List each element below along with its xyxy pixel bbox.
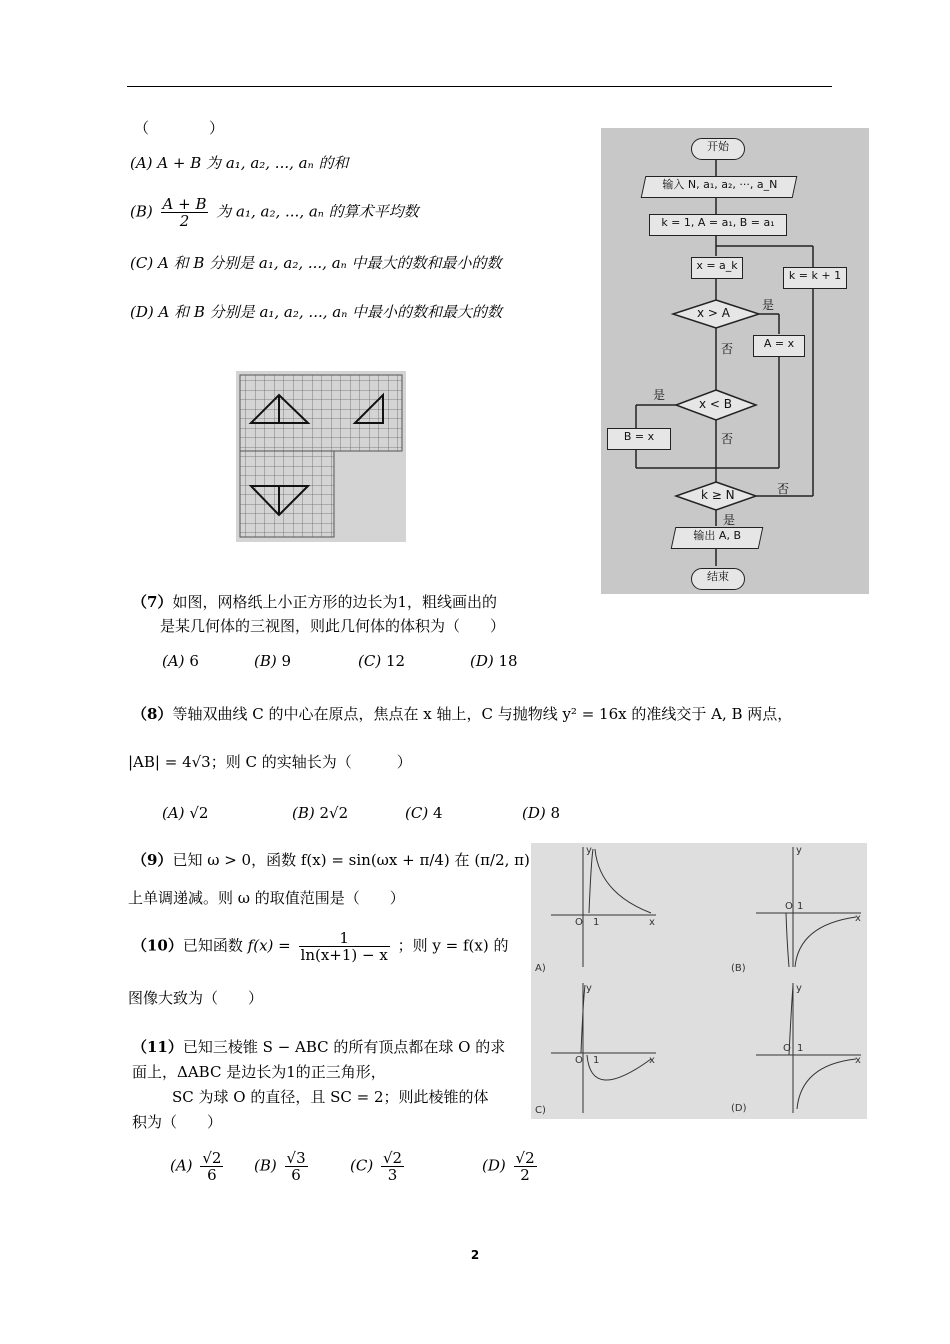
- fc-cond2: x < B: [699, 397, 733, 411]
- fc-yes-2: 是: [653, 388, 666, 402]
- q6-option-a: (A) A + B 为 a₁, a₂, ..., aₙ 的和: [130, 154, 349, 172]
- graph-a-one: 1: [593, 917, 600, 928]
- q11-option-b: (B) $\frac{√3}{6}$: [254, 1149, 306, 1184]
- q8-option-d: (D) 8: [522, 804, 561, 822]
- q7-option-a: (A) 6: [162, 652, 199, 670]
- graph-c-x: x: [649, 1055, 655, 1066]
- graph-b-x: x: [855, 913, 861, 924]
- graph-b-one: 1: [797, 901, 804, 912]
- fc-end: 结束: [691, 568, 745, 590]
- q11-option-c: (C) $\frac{√2}{3}$: [350, 1149, 403, 1184]
- graph-d-x: x: [855, 1055, 861, 1066]
- q8-line1: （8）等轴双曲线 C 的中心在原点，焦点在 x 轴上，C 与抛物线 y² = 16x 的准线交于 A, B 两点，: [132, 705, 793, 723]
- q6-paren: （ ）: [134, 119, 225, 137]
- q8-line2: |AB| = 4√3；则 C 的实轴长为（ ）: [128, 753, 412, 771]
- graph-b-o: O: [785, 901, 793, 912]
- fc-increment: k = k + 1: [783, 267, 847, 289]
- fc-no-1: 否: [721, 342, 734, 356]
- q7-line2: 是某几何体的三视图，则此几何体的体积为（ ）: [160, 617, 506, 635]
- q11-option-d: (D) $\frac{√2}{2}$: [482, 1149, 535, 1184]
- q11-line1: （11）已知三棱锥 S − ABC 的所有顶点都在球 O 的求: [132, 1038, 506, 1056]
- q10-line2: 图像大致为（ ）: [128, 989, 264, 1007]
- q11-option-a: (A) $\frac{√2}{6}$: [170, 1149, 222, 1184]
- page-number: 2: [470, 1248, 480, 1262]
- q11-line4: 积为（ ）: [132, 1113, 223, 1131]
- q7-option-c: (C) 12: [358, 652, 406, 670]
- graph-b-label: (B): [731, 963, 746, 974]
- graph-c-label: C): [535, 1105, 546, 1116]
- q8-option-c: (C) 4: [405, 804, 443, 822]
- fc-yes-1: 是: [762, 298, 775, 312]
- q7-option-d: (D) 18: [470, 652, 518, 670]
- q7-option-b: (B) 9: [254, 652, 292, 670]
- graph-a-y: y: [586, 845, 592, 856]
- flowchart-figure: [601, 128, 869, 594]
- q8-option-a: (A) √2: [162, 804, 209, 822]
- three-view-figure: [236, 371, 406, 542]
- graph-c-o: O: [575, 1055, 583, 1066]
- q10-line1: （10）已知函数 f(x) = $\frac{1}{\ln(x+1) - x}$ ；则 y = f(x) 的: [132, 929, 509, 964]
- fc-set-a: A = x: [753, 335, 805, 357]
- fc-start: 开始: [691, 138, 745, 160]
- graph-a-o: O: [575, 917, 583, 928]
- q6-option-d: (D) A 和 B 分别是 a₁, a₂, ..., aₙ 中最小的数和最大的数: [130, 303, 503, 321]
- fc-cond1: x > A: [697, 306, 730, 320]
- header-rule: [127, 86, 832, 87]
- fc-set-b: B = x: [607, 428, 671, 450]
- graph-d-y: y: [796, 983, 802, 994]
- fc-input: 输入 N, a₁, a₂, ···, a_N: [641, 176, 798, 198]
- graphs-figure: [531, 843, 867, 1119]
- q11-line2: 面上，ΔABC 是边长为1的正三角形，: [132, 1063, 386, 1081]
- fc-init: k = 1, A = a₁, B = a₁: [649, 214, 787, 236]
- q6-option-b: (B) $\frac{A + B}{2}$ 为 a₁, a₂, ..., aₙ 的算术平均数: [130, 195, 419, 230]
- graph-d-o: O: [783, 1043, 791, 1054]
- fc-output: 输出 A, B: [671, 527, 764, 549]
- graph-c-one: 1: [593, 1055, 600, 1066]
- q7-line1: （7）如图，网格纸上小正方形的边长为1，粗线画出的: [132, 593, 497, 611]
- graph-c-y: y: [586, 983, 592, 994]
- fc-no-2: 否: [721, 432, 734, 446]
- q6-option-c: (C) A 和 B 分别是 a₁, a₂, ..., aₙ 中最大的数和最小的数: [130, 254, 502, 272]
- graphs-svg: [531, 843, 867, 1119]
- graph-d-one: 1: [797, 1043, 804, 1054]
- q8-option-b: (B) 2√2: [292, 804, 349, 822]
- graph-b-y: y: [796, 845, 802, 856]
- three-view-grid: [236, 371, 406, 542]
- fc-no-3: 否: [777, 482, 790, 496]
- fc-cond3: k ≥ N: [701, 488, 735, 502]
- fc-assign-x: x = a_k: [691, 257, 743, 279]
- fc-yes-3: 是: [723, 513, 736, 527]
- graph-a-label: A): [535, 963, 546, 974]
- graph-d-label: (D): [731, 1103, 747, 1114]
- q9-line2: 上单调递减。则 ω 的取值范围是（ ）: [128, 889, 405, 907]
- graph-a-x: x: [649, 917, 655, 928]
- q11-line3: SC 为球 O 的直径，且 SC = 2；则此棱锥的体: [172, 1088, 489, 1106]
- q9-line1: （9）已知 ω > 0，函数 f(x) = sin(ωx + π/4) 在 (π/2, π): [132, 851, 530, 869]
